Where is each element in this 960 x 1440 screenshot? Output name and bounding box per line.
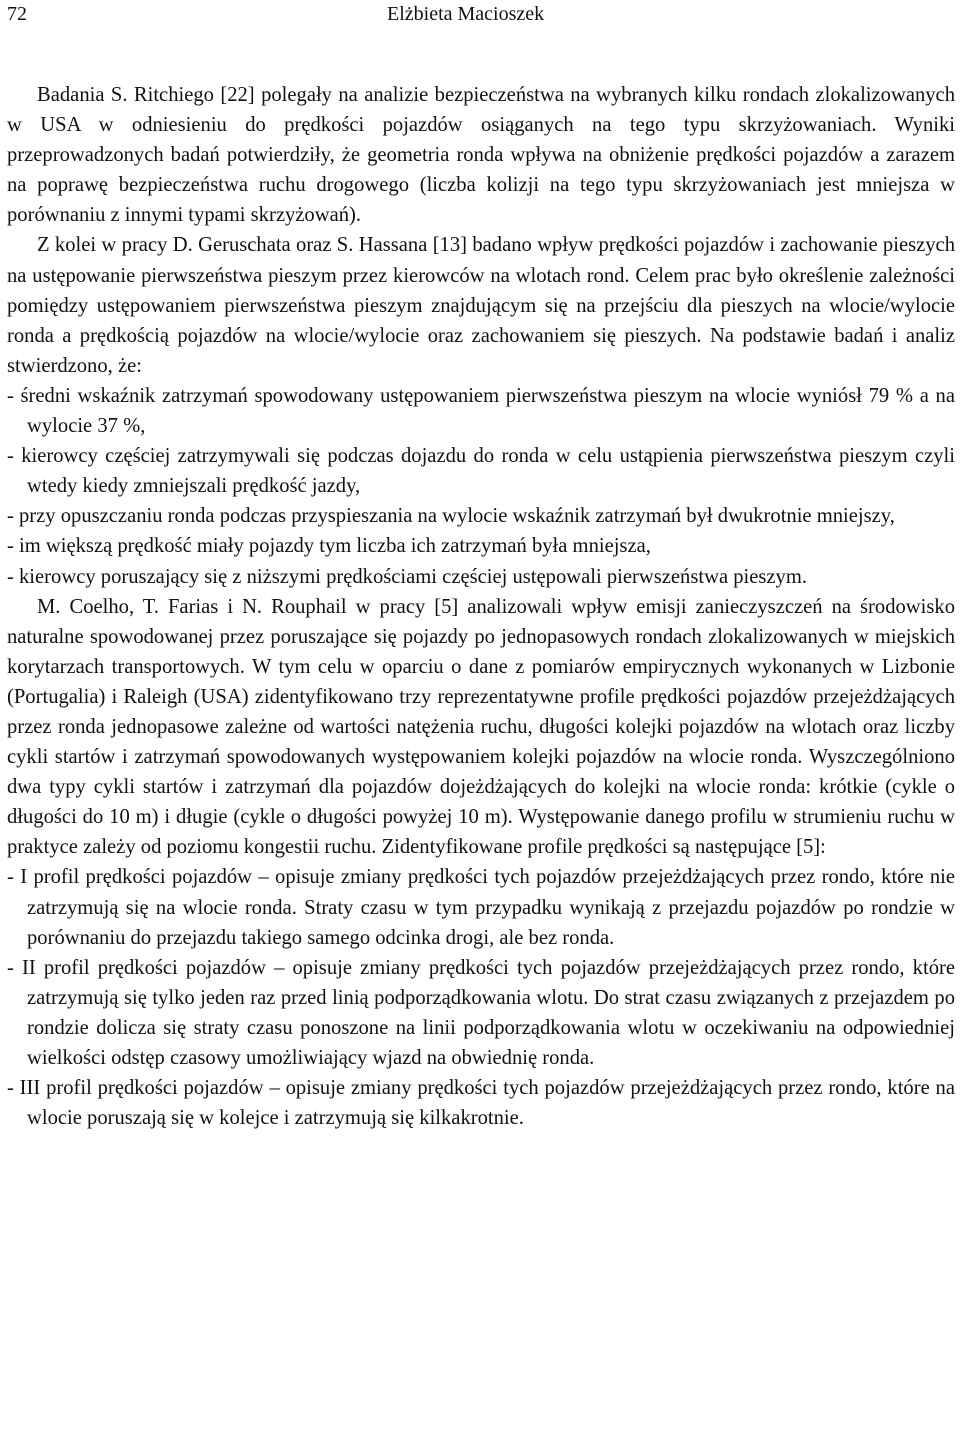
list-item: - III profil prędkości pojazdów – opisuje zmiany prędkości tych pojazdów przejeżdżających przez rondo, które na wlocie poruszają się w kolejce i zatrzymują się kilkakrotnie. bbox=[7, 1077, 955, 1130]
list-item: - średni wskaźnik zatrzymań spowodowany ustępowaniem pierwszeństwa pieszym na wlocie wyniósł 79 % a na wylocie 37 %, bbox=[7, 384, 955, 438]
list-item: - II profil prędkości pojazdów – opisuje zmiany prędkości tych pojazdów przejeżdżających przez rondo, które zatrzymują się tylko jeden raz przed linią podporządkowania wlotu. Do strat czasu związanych z przejazdem po rondzie dolicza się straty czasu ponoszone na linii podporządkowania wlotu w oczekiwaniu na odpowiedniej wielkości odstęp czasowy umożliwiający wjazd na obwiednię ronda. bbox=[7, 956, 955, 1069]
list-item: - im większą prędkość miały pojazdy tym liczba ich zatrzymań była mniejsza, bbox=[7, 535, 651, 558]
list-item: - kierowcy częściej zatrzymywali się podczas dojazdu do ronda w celu ustąpienia pierwszeństwa pieszym czyli wtedy kiedy zmniejszali prędkość jazdy, bbox=[7, 445, 955, 498]
document-page bbox=[7, 0, 955, 1440]
running-head-author: Elżbieta Macioszek bbox=[387, 3, 545, 25]
list-item: - kierowcy poruszający się z niższymi prędkościami częściej ustępowali pierwszeństwa pieszym. bbox=[7, 565, 808, 588]
page-header bbox=[7, 0, 955, 32]
list-item: - przy opuszczaniu ronda podczas przyspieszania na wylocie wskaźnik zatrzymań był dwukrotnie mniejszy, bbox=[7, 505, 895, 528]
paragraph: M. Coelho, T. Farias i N. Rouphail w pracy [5] analizowali wpływ emisji zanieczyszczeń na środowisko naturalne spowodowanej przez poruszające się pojazdy po jednopasowych rondach zlokalizowanych w miejskich korytarzach transportowych. W tym celu w oparciu o dane z pomiarów empirycznych wykonanych w Lizbonie (Portugalia) i Raleigh (USA) zidentyfikowano trzy reprezentatywne profile prędkości pojazdów przejeżdżających przez ronda jednopasowe zależne od wartości natężenia ruchu, długości kolejki pojazdów na wlotach oraz liczby cykli startów i zatrzymań spowodowanych występowaniem kolejki pojazdów na wlocie ronda. Wyszczególniono dwa typy cykli startów i zatrzymań dla pojazdów dojeżdżających do kolejki na wlocie ronda: krótkie (cykle o długości do 10 m) i długie (cykle o długości powyżej 10 m). Występowanie danego profilu w strumieniu ruchu w praktyce zależy od poziomu kongestii ruchu. Zidentyfikowane profile prędkości są następujące [5]: bbox=[7, 595, 955, 859]
paragraph: Badania S. Ritchiego [22] polegały na analizie bezpieczeństwa na wybranych kilku rondach zlokalizowanych w USA w odniesieniu do prędkości pojazdów osiąganych na tego typu skrzyżowaniach. Wyniki przeprowadzonych badań potwierdziły, że geometria ronda wpływa na obniżenie prędkości pojazdów a zarazem na poprawę bezpieczeństwa ruchu drogowego (liczba kolizji na tego typu skrzyżowaniach jest mniejsza w porównaniu z innymi typami skrzyżowań). bbox=[7, 84, 955, 227]
list-item: - I profil prędkości pojazdów – opisuje zmiany prędkości tych pojazdów przejeżdżających przez rondo, które nie zatrzymują się na wlocie ronda. Straty czasu w tym przypadku wynikają z przejazdu pojazdów po rondzie w porównaniu do przejazdu takiego samego odcinka drogi, ale bez ronda. bbox=[7, 866, 955, 949]
body-text bbox=[7, 80, 955, 1133]
page-number: 72 bbox=[7, 3, 27, 25]
paragraph: Z kolei w pracy D. Geruschata oraz S. Hassana [13] badano wpływ prędkości pojazdów i zachowanie pieszych na ustępowanie pierwszeństwa pieszym przez kierowców na wlotach rond. Celem prac było określenie zależności pomiędzy ustępowaniem pierwszeństwa pieszym znajdującym się na przejściu dla pieszych na wlocie/wylocie ronda a prędkością pojazdów na wlocie/wylocie oraz zachowaniem się pieszych. Na podstawie badań i analiz stwierdzono, że: bbox=[7, 234, 955, 377]
